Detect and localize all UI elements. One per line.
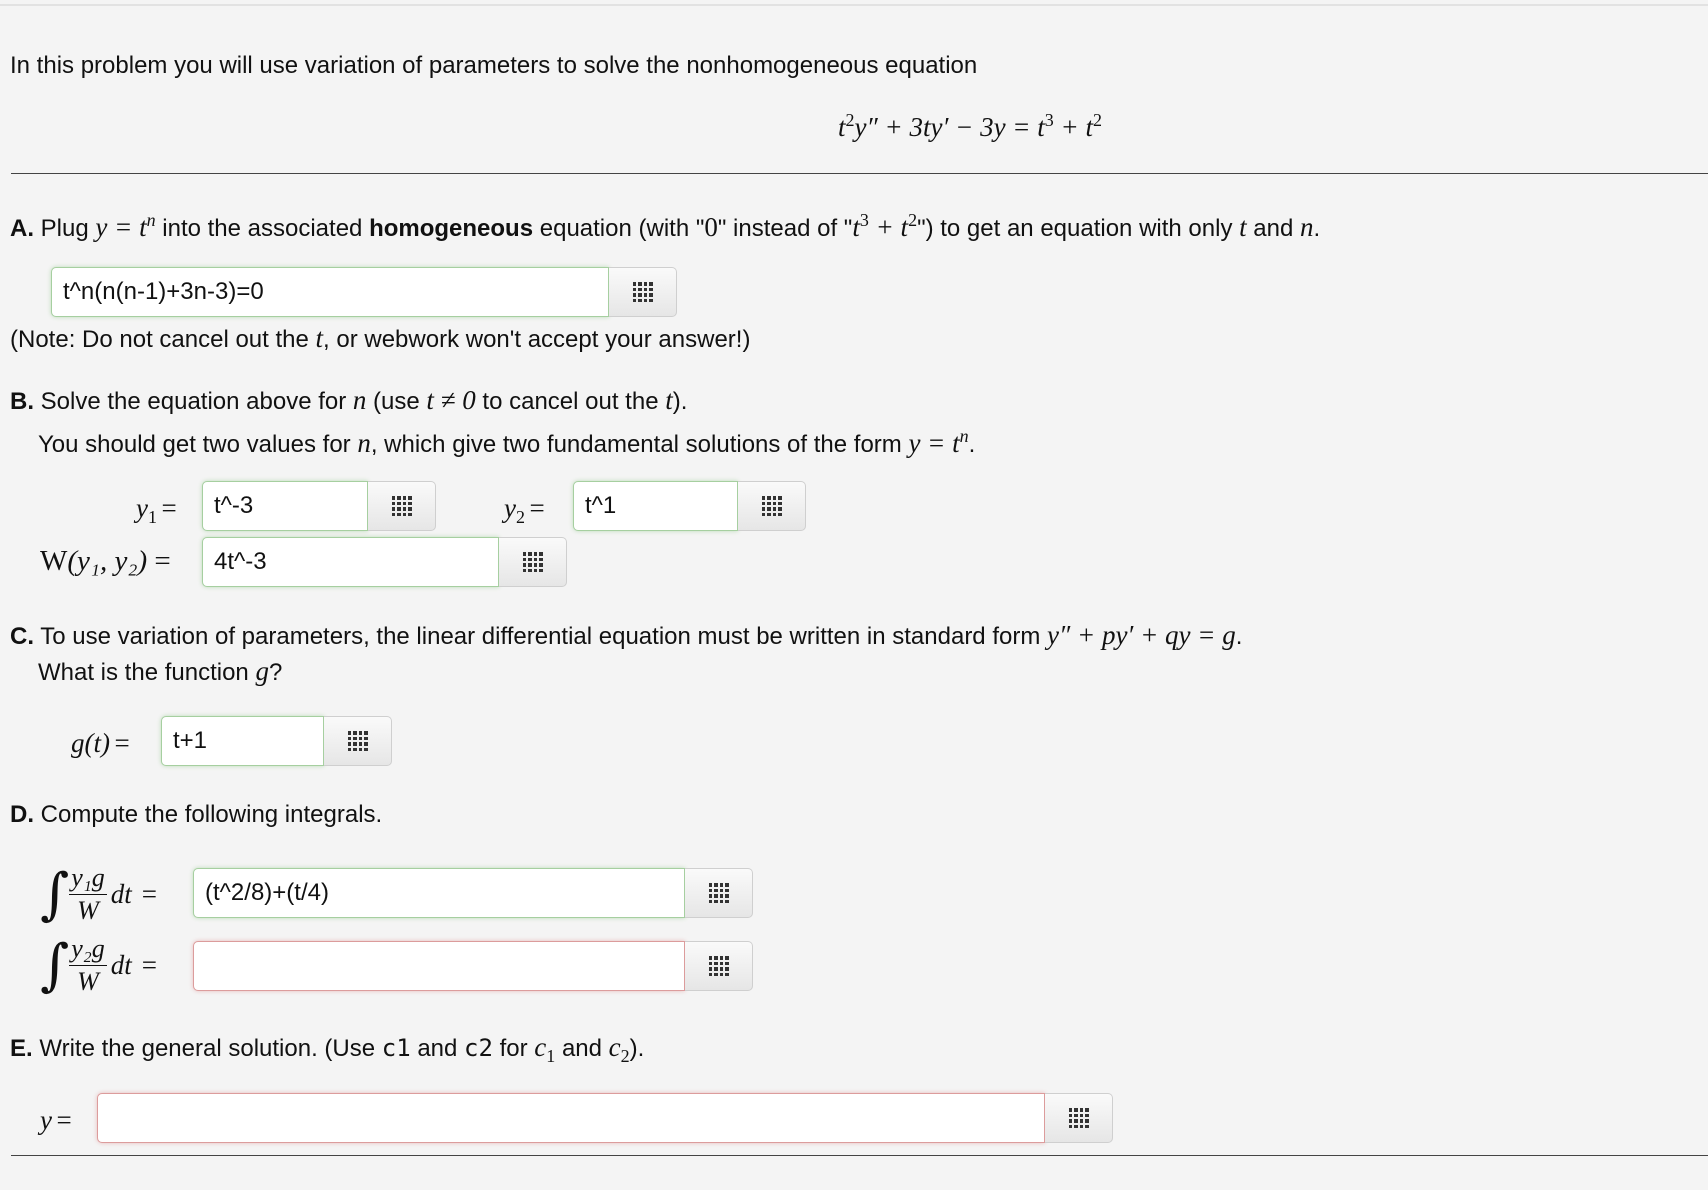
part-b-prompt-line2: You should get two values for n, which give two fundamental solutions of the form $y = t^n$. bbox=[38, 426, 976, 458]
y2-answer-input[interactable]: t^1 bbox=[573, 481, 738, 531]
section-divider bbox=[11, 173, 1708, 174]
wronskian-equation-editor-button[interactable] bbox=[499, 537, 567, 587]
integral-2-answer-input[interactable] bbox=[193, 941, 685, 991]
top-divider bbox=[0, 4, 1708, 6]
y2-label: y2 = bbox=[504, 493, 545, 527]
part-a-equation-editor-button[interactable] bbox=[609, 267, 677, 317]
grid-icon bbox=[709, 883, 729, 903]
part-e-prompt: E. Write the general solution. (Use c1 and c2 for $c_1$ and $c_2$). bbox=[10, 1032, 645, 1066]
y1-answer-input[interactable]: t^-3 bbox=[202, 481, 368, 531]
general-solution-label: y = bbox=[40, 1105, 72, 1135]
wronskian-label: W(y₁, y₂) = bbox=[40, 545, 171, 577]
g-label: g(t) = bbox=[71, 728, 130, 758]
grid-icon bbox=[709, 956, 729, 976]
part-a-prompt: A. Plug $y = t^n$ into the associated homogeneous equation (with "0" instead of "$t^3$ + $t^2$") to get an equation with only t and n. bbox=[10, 210, 1321, 242]
general-solution-answer-field bbox=[97, 1093, 1113, 1143]
part-d-prompt: D. Compute the following integrals. bbox=[10, 801, 383, 828]
g-answer-input[interactable]: t+1 bbox=[161, 716, 324, 766]
integral-2-answer-field bbox=[193, 941, 753, 991]
integral-2-fraction: $\frac{\text{y₂g}}{W}$ bbox=[71, 934, 105, 996]
integral-sign: ∫ bbox=[40, 932, 70, 998]
grid-icon bbox=[523, 552, 543, 572]
intro-text: In this problem you will use variation of parameters to solve the nonhomogeneous equation bbox=[10, 52, 978, 79]
grid-icon bbox=[762, 496, 782, 516]
general-solution-equation-editor-button[interactable] bbox=[1045, 1093, 1113, 1143]
grid-icon bbox=[348, 731, 368, 751]
part-c-prompt-line2: What is the function g? bbox=[38, 656, 283, 686]
wronskian-answer-field bbox=[202, 537, 567, 587]
g-equation-editor-button[interactable] bbox=[324, 716, 392, 766]
integral-2-equation-editor-button[interactable] bbox=[685, 941, 753, 991]
main-equation: $t^2y'' + 3ty' - 3y = t^3 + t^2$ bbox=[838, 110, 1103, 142]
part-a-note: (Note: Do not cancel out the t, or webwork won't accept your answer!) bbox=[10, 323, 751, 353]
general-solution-answer-input[interactable] bbox=[97, 1093, 1045, 1143]
integral-1-answer-field bbox=[193, 868, 753, 918]
g-answer-field bbox=[161, 716, 392, 766]
part-a-answer-input[interactable]: t^n(n(n-1)+3n-3)=0 bbox=[51, 267, 609, 317]
grid-icon bbox=[1069, 1108, 1089, 1128]
integral-1-expression: ∫ $\frac{\text{y₁g}}{W}$ dt = bbox=[40, 861, 158, 927]
part-c-prompt: C. To use variation of parameters, the linear differential equation must be written in standard form y″ + py′ + qy = g. bbox=[10, 620, 1243, 650]
integral-1-equation-editor-button[interactable] bbox=[685, 868, 753, 918]
part-b-prompt: B. Solve the equation above for n (use t ≠ 0 to cancel out the t). bbox=[10, 385, 688, 415]
bottom-divider bbox=[11, 1155, 1708, 1156]
integral-1-answer-input[interactable]: (t^2/8)+(t/4) bbox=[193, 868, 685, 918]
integral-2-expression: ∫ $\frac{\text{y₂g}}{W}$ dt = bbox=[40, 932, 158, 998]
part-a-answer-field bbox=[51, 267, 677, 317]
grid-icon bbox=[392, 496, 412, 516]
y1-label: y1 = bbox=[136, 493, 177, 527]
y2-equation-editor-button[interactable] bbox=[738, 481, 806, 531]
wronskian-answer-input[interactable]: 4t^-3 bbox=[202, 537, 499, 587]
y1-answer-field bbox=[202, 481, 436, 531]
integral-1-fraction: $\frac{\text{y₁g}}{W}$ bbox=[71, 863, 105, 925]
integral-sign: ∫ bbox=[40, 861, 70, 927]
y1-equation-editor-button[interactable] bbox=[368, 481, 436, 531]
grid-icon bbox=[633, 282, 653, 302]
y2-answer-field bbox=[573, 481, 806, 531]
